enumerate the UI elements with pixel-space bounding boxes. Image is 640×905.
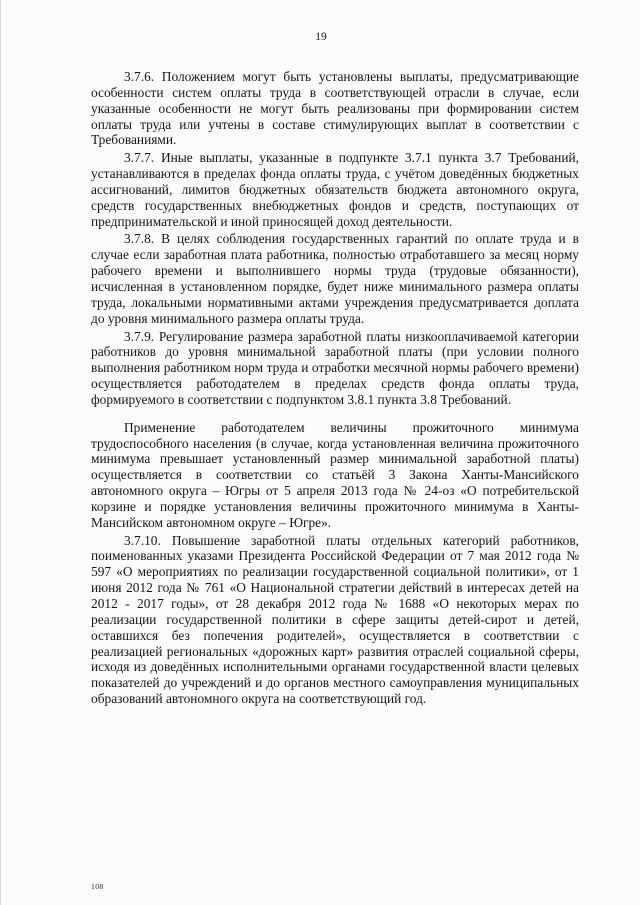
paragraph-3-7-10: 3.7.10. Повышение заработной платы отдельных категорий работников, поименованных указами Президента Российской Федерации от 7 мая 2012 года № 597 «О мероприятиях по реализации государственной социальной политики», от 1 июня 2012 года № 761 «О Национальной стратегии действий в интересах детей на 2012 - 2017 годы», от 28 декабря 2012 года № 1688 «О некоторых мерах по реализации государственной политики в сфере защиты детей-сирот и детей, оставшихся без попечения родителей», осуществляется в соответствии с реализацией региональных «дорожных карт» развития отраслей социальной сферы, исходя из доведённых исполнительными органами государственной власти целевых показателей до учреждений и до органов местного самоуправления муниципальных образований автономного округа на соответствующий год. (91, 532, 579, 707)
document-body (91, 69, 579, 707)
page-number: 19 (315, 31, 327, 43)
paragraph-3-7-9: 3.7.9. Регулирование размера заработной платы низкооплачиваемой категории работников до уровня минимальной заработной платы (при условии полного выполнения работником норм труда и отработки месячной нормы рабочего времени) осуществляется работодателем в пределах средств фонда оплаты труда, формируемого в соответствии с подпунктом 3.8.1 пункта 3.8 Требований. (91, 328, 579, 407)
footer-mark: 108 (91, 882, 104, 891)
paragraph-subsistence-minimum: Применение работодателем величины прожиточного минимума трудоспособного населения (в случае, когда установленная величина прожиточного минимума превышает установленный размер минимальной заработной платы) осуществляется в соответствии со статьёй 3 Закона Ханты-Мансийского автономного округа – Югры от 5 апреля 2013 года № 24-оз «О потребительской корзине и порядке установления величины прожиточного минимума в Ханты-Мансийском автономном округе – Югре». (91, 419, 579, 530)
paragraph-3-7-6: 3.7.6. Положением могут быть установлены выплаты, предусматривающие особенности систем оплаты труда в соответствующей отрасли в случае, если указанные особенности не могут быть реализованы при формировании систем оплаты труда или учтены в составе стимулирующих выплат в соответствии с Требованиями. (91, 69, 579, 148)
paragraph-3-7-8: 3.7.8. В целях соблюдения государственных гарантий по оплате труда и в случае если заработная плата работника, полностью отработавшего за месяц норму рабочего времени и выполнившего нормы труда (трудовые обязанности), исчисленная в установленном порядке, будет ниже минимального размера оплаты труда, локальными нормативными актами учреждения предусматривается доплата до уровня минимального размера оплаты труда. (91, 231, 579, 326)
paragraph-3-7-7: 3.7.7. Иные выплаты, указанные в подпункте 3.7.1 пункта 3.7 Требований, устанавливаются в пределах фонда оплаты труда, с учётом доведённых бюджетных ассигнований, лимитов бюджетных обязательств бюджета автономного округа, средств государственных внебюджетных фондов и средств, поступающих от предпринимательской и иной приносящей доход деятельности. (91, 150, 579, 229)
